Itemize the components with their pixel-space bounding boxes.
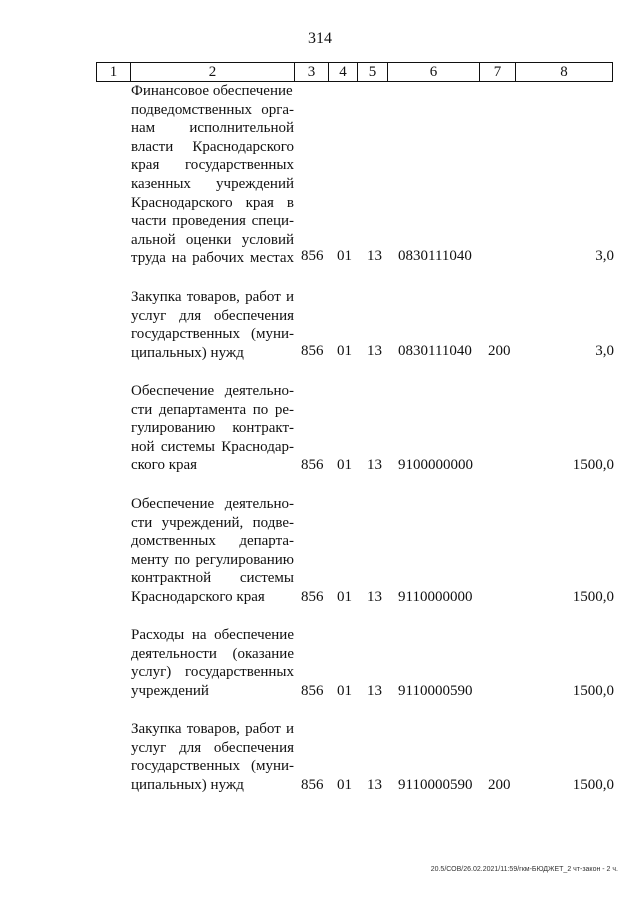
row-name-line: сти департамента по ре-	[131, 401, 294, 418]
row-target-code: 0830111040	[398, 343, 472, 359]
row-name-line: ципальных) нужд	[131, 344, 244, 361]
row-name-line: казенных учреждений	[131, 175, 294, 192]
row-name-line: Закупка товаров, работ и	[131, 289, 294, 305]
row-name	[131, 495, 294, 607]
row-name-line: учреждений	[131, 682, 209, 699]
row-name-line: края государственных	[131, 157, 294, 174]
row-name-line: ной системы Краснодар-	[131, 438, 294, 455]
row-name	[131, 382, 294, 475]
row-section-code: 01	[337, 777, 352, 793]
row-amount: 3,0	[595, 248, 614, 264]
row-target-code: 9110000590	[398, 777, 473, 793]
row-ministry-code: 856	[301, 777, 324, 793]
row-name-line: труда на рабочих местах	[131, 250, 294, 267]
row-target-code: 9110000000	[398, 589, 473, 605]
row-name-line: домственных департа-	[131, 533, 294, 550]
row-subsection-code: 13	[367, 248, 382, 264]
row-ministry-code: 856	[301, 457, 324, 473]
row-ministry-code: 856	[301, 683, 324, 699]
row-name-line: Краснодарского края в	[131, 194, 294, 211]
page-number: 314	[308, 30, 332, 47]
row-name-line: альной оценки условий	[131, 231, 294, 248]
row-expense-type: 200	[488, 777, 511, 793]
column-header-6: 6	[388, 63, 480, 82]
row-name-line: Краснодарского края	[131, 588, 265, 605]
row-name-line: сти учреждений, подве-	[131, 514, 294, 531]
row-name	[131, 288, 294, 362]
row-expense-type: 200	[488, 343, 511, 359]
row-name-line: государственных (муни-	[131, 326, 294, 343]
row-subsection-code: 13	[367, 343, 382, 359]
row-name-line: услуг) государственных	[131, 664, 294, 681]
row-subsection-code: 13	[367, 683, 382, 699]
row-section-code: 01	[337, 683, 352, 699]
row-name-line: услуг для обеспечения	[131, 739, 294, 756]
row-section-code: 01	[337, 589, 352, 605]
row-ministry-code: 856	[301, 248, 324, 264]
column-header-row	[96, 62, 613, 82]
column-header-3: 3	[295, 63, 329, 82]
row-name-line: Обеспечение деятельно-	[131, 496, 294, 512]
row-amount: 1500,0	[572, 457, 614, 473]
row-section-code: 01	[337, 248, 352, 264]
row-section-code: 01	[337, 457, 352, 473]
row-name-line: ципальных) нужд	[131, 776, 244, 793]
row-name-line: услуг для обеспечения	[131, 307, 294, 324]
row-ministry-code: 856	[301, 343, 324, 359]
row-amount: 1500,0	[572, 589, 614, 605]
row-name-line: ского края	[131, 457, 198, 474]
row-name	[131, 626, 294, 700]
row-subsection-code: 13	[367, 589, 382, 605]
row-name-line: деятельности (оказание	[131, 645, 294, 662]
row-name-line: Обеспечение деятельно-	[131, 383, 294, 399]
document-footer: 20.5/СОВ/26.02.2021/11:59/гкм-БЮДЖЕТ_2 чт-закон - 2 ч.	[430, 866, 618, 873]
row-amount: 1500,0	[572, 777, 614, 793]
row-name-line: контрактной системы	[131, 570, 294, 587]
column-header-4: 4	[329, 63, 358, 82]
row-amount: 1500,0	[572, 683, 614, 699]
row-ministry-code: 856	[301, 589, 324, 605]
row-name-line: государственных (муни-	[131, 758, 294, 775]
row-subsection-code: 13	[367, 457, 382, 473]
row-name-line: менту по регулированию	[131, 551, 294, 568]
row-name-line: гулированию контракт-	[131, 420, 294, 437]
row-name-line: Закупка товаров, работ и	[131, 721, 294, 737]
column-header-5: 5	[358, 63, 388, 82]
row-target-code: 0830111040	[398, 248, 472, 264]
row-name-line: власти Краснодарского	[131, 138, 294, 155]
row-section-code: 01	[337, 343, 352, 359]
row-target-code: 9100000000	[398, 457, 473, 473]
row-target-code: 9110000590	[398, 683, 473, 699]
row-subsection-code: 13	[367, 777, 382, 793]
row-name	[131, 720, 294, 794]
row-amount: 3,0	[595, 343, 614, 359]
column-header-8: 8	[516, 63, 613, 82]
row-name-line: подведомственных орга-	[131, 101, 294, 118]
row-name-line: Расходы на обеспечение	[131, 627, 294, 643]
column-header-7: 7	[480, 63, 516, 82]
row-name-line: части проведения специ-	[131, 213, 294, 230]
row-name	[131, 82, 294, 268]
row-name-line: нам исполнительной	[131, 120, 294, 137]
column-header-2: 2	[131, 63, 295, 82]
column-header-1: 1	[97, 63, 131, 82]
row-name-line: Финансовое обеспечение	[131, 83, 293, 99]
